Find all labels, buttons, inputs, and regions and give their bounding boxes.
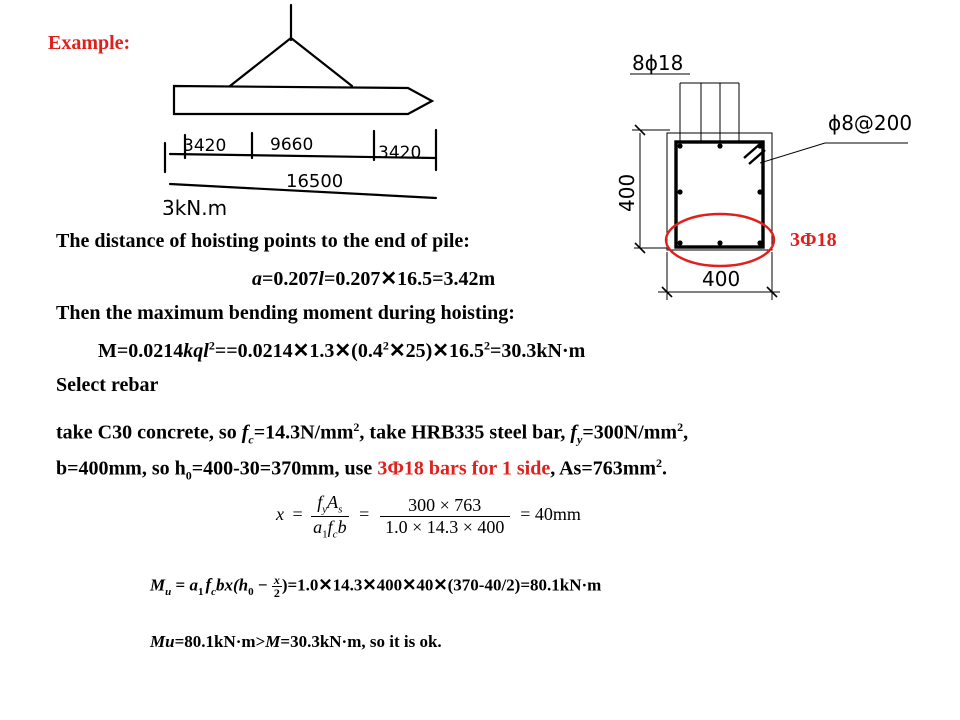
line-materials: take C30 concrete, so $f_c=14.3N/mm^2$, take HRB335 steel bar, $f_y=300N/mm^2$, xyxy=(56,420,689,447)
line-a-formula: a=0.207l=0.207✕16.5=3.42m xyxy=(252,268,496,290)
equation-mu: $M_u = a_1$ $f_cbx(h_0$ − $\frac{x}{2}$ )=1.0✕14.3✕400✕40✕(370-40/2)=80.1kN·m xyxy=(150,573,602,600)
height-label: 400 xyxy=(615,173,639,212)
line-moment-formula: $M=0.0214kql^2==0.0214✕1.3✕(0.4^2✕25)✕16.5^2=30.3kN\cdot m$ xyxy=(98,338,586,362)
example-label: Example: xyxy=(48,32,131,54)
pile-hoisting-sketch xyxy=(150,0,450,215)
cross-section-diagram xyxy=(610,40,940,310)
line-hoisting-distance: The distance of hoisting points to the end of pile: xyxy=(56,230,470,252)
bottom-bars-label: 3Φ18 xyxy=(790,229,837,251)
top-bars-label: 8ϕ18 xyxy=(632,51,684,75)
stirrup-label: ϕ8@200 xyxy=(828,111,913,135)
line-section-params: b=400mm, so $h_0=400-30=370mm$, use 3Φ18 bars for 1 side, $As=763mm^2$. xyxy=(56,456,668,483)
width-label: 400 xyxy=(702,267,741,291)
line-max-moment: Then the maximum bending moment during hoisting: xyxy=(56,302,515,324)
line-select-rebar: Select rebar xyxy=(56,374,159,396)
dim-total: 16500 xyxy=(286,171,344,192)
dim-mid: 9660 xyxy=(270,135,314,155)
load-label: 3kN.m xyxy=(162,196,228,215)
equation-x: x = $\frac{f_yA_s}{a_1f_cb}$ = $\frac{300 \times 763}{1.0 \times 14.3 \times 400}$ = 40mm xyxy=(276,492,581,541)
conclusion-line: Mu=80.1kN·m>M=30.3kN·m, so it is ok. xyxy=(150,632,442,651)
dim-right: 3420 xyxy=(378,143,422,163)
highlight-ellipse xyxy=(666,214,774,266)
dim-left: 3420 xyxy=(183,136,227,156)
